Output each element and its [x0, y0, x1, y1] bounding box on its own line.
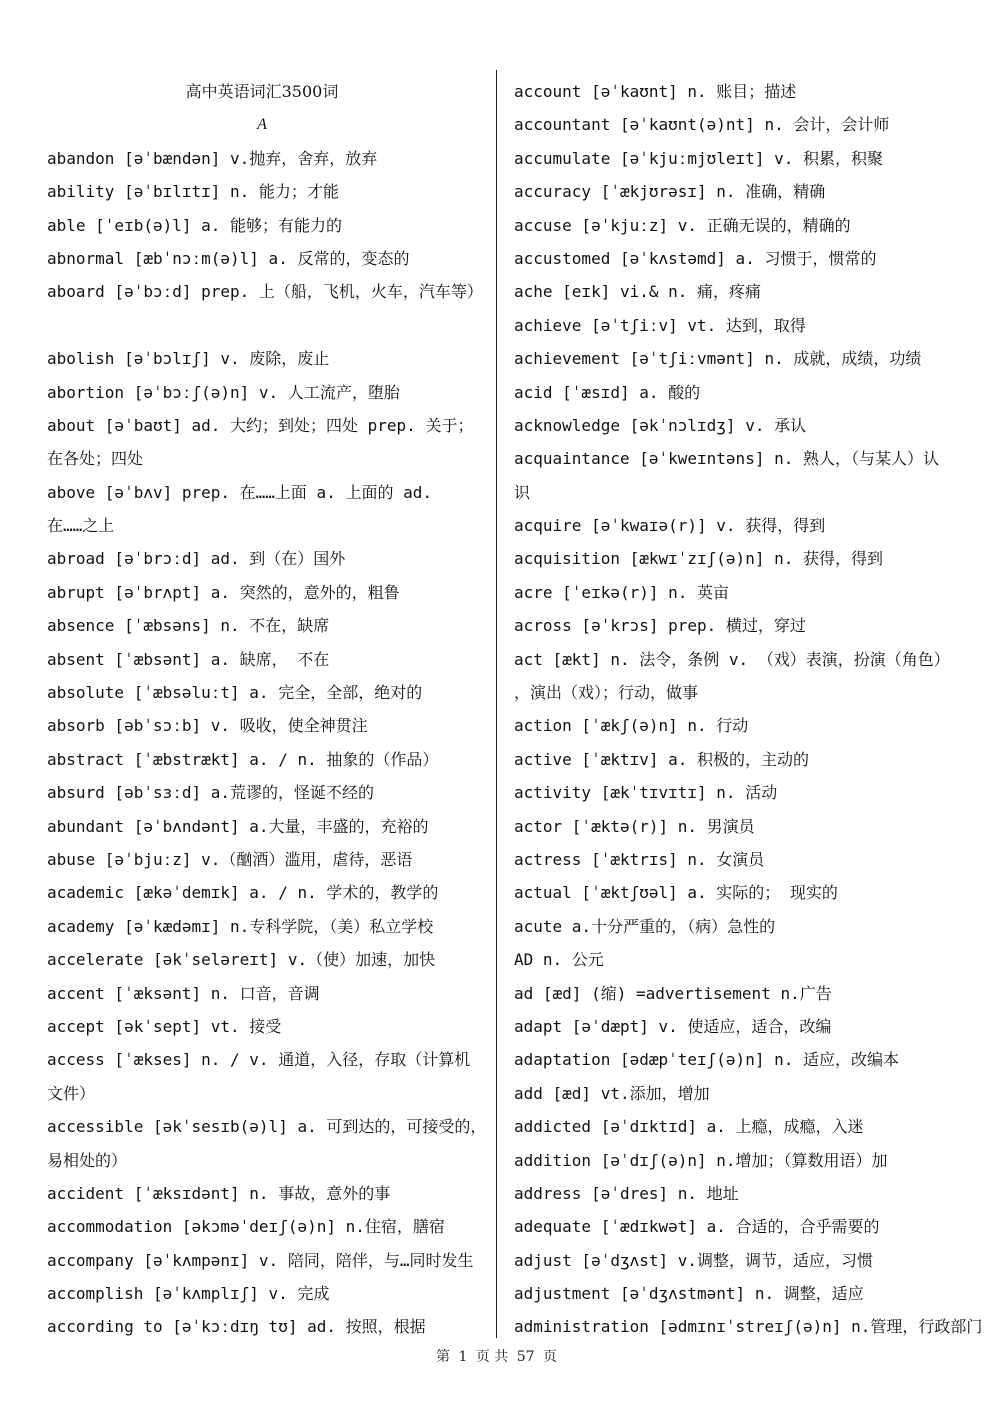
vocab-entry-line: action [ˈækʃ(ə)n] n. 行动	[514, 716, 749, 736]
vocab-entry-line: accelerate [əkˈseləreɪt] v.（使）加速，加快	[47, 950, 436, 970]
vocab-entry-line: adapt [əˈdæpt] v. 使适应，适合，改编	[514, 1016, 832, 1036]
vocab-entry-line: 在各处；四处	[47, 449, 144, 469]
vocab-entry-line: accessible [əkˈsesɪb(ə)l] a. 可到达的，可接受的，	[47, 1117, 487, 1137]
vocab-entry-line: acute a.十分严重的，（病）急性的	[514, 916, 776, 936]
document-title: 高中英语词汇3500词	[185, 82, 339, 101]
vocab-entry-line: academic [ækəˈdemɪk] a. / n. 学术的，教学的	[47, 883, 439, 903]
vocab-entry-line: accuracy [ˈækjʊrəsɪ] n. 准确，精确	[514, 182, 826, 202]
footer-prefix: 第	[435, 1349, 450, 1365]
vocab-entry-line: activity [ækˈtɪvɪtɪ] n. 活动	[514, 783, 778, 803]
vocab-entry-line: achievement [əˈtʃiːvmənt] n. 成就，成绩，功绩	[514, 349, 922, 369]
vocab-entry-line: absorb [əbˈsɔːb] v. 吸收，使全神贯注	[47, 716, 368, 736]
vocab-entry-line: accountant [əˈkaʊnt(ə)nt] n. 会计，会计师	[514, 115, 890, 135]
vocab-entry-line: accent [ˈæksənt] n. 口音，音调	[47, 983, 320, 1003]
vocab-entry-line: abuse [əˈbjuːz] v.（酗酒）滥用，虐待，恶语	[47, 849, 413, 869]
vocab-entry-line: across [əˈkrɔs] prep. 横过，穿过	[514, 616, 806, 636]
vocab-entry-line: ad [æd] (缩) =advertisement n.广告	[514, 983, 832, 1003]
vocab-entry-line: access [ˈækses] n. / v. 通道，入径，存取（计算机	[47, 1050, 471, 1070]
vocab-entry-line: aboard [əˈbɔːd] prep. 上（船，飞机，火车，汽车等）	[47, 282, 483, 302]
vocab-entry-line: act [ækt] n. 法令，条例 v. （戏）表演，扮演（角色）	[514, 649, 950, 669]
vocab-entry-line: 文件）	[47, 1083, 96, 1103]
vocab-entry-line: accommodation [əkɔməˈdeɪʃ(ə)n] n.住宿，膳宿	[47, 1217, 445, 1237]
vocab-entry-line: absurd [əbˈsɜːd] a.荒谬的，怪诞不经的	[47, 783, 375, 803]
vocab-entry-line: accuse [əˈkjuːz] v. 正确无误的，精确的	[514, 215, 851, 235]
vocab-entry-line: 易相处的）	[47, 1150, 128, 1170]
vocab-entry-line: above [əˈbʌv] prep. 在……上面 a. 上面的 ad.	[47, 482, 432, 502]
vocab-entry-line: abstract [ˈæbstrækt] a. / n. 抽象的（作品）	[47, 749, 439, 769]
vocab-entry-line: abandon [əˈbændən] v.抛弃，舍弃，放弃	[47, 148, 378, 168]
vocab-entry-line: acquaintance [əˈkweɪntəns] n. 熟人，（与某人）认	[514, 449, 939, 469]
vocab-entry-line: adaptation [ədæpˈteɪʃ(ə)n] n. 适应，改编本	[514, 1050, 899, 1070]
vocab-entry-line: according to [əˈkɔːdɪŋ tʊ] ad. 按照，根据	[47, 1317, 426, 1337]
vocab-entry-line: absent [ˈæbsənt] a. 缺席， 不在	[47, 649, 330, 669]
vocab-entry-line: accompany [əˈkʌmpənɪ] v. 陪同，陪伴，与…同时发生	[47, 1250, 474, 1270]
vocab-entry-line: accident [ˈæksɪdənt] n. 事故，意外的事	[47, 1183, 391, 1203]
vocab-entry-line: acquisition [ækwɪˈzɪʃ(ə)n] n. 获得，得到	[514, 549, 883, 569]
vocab-entry-line: acquire [əˈkwaɪə(r)] v. 获得，得到	[514, 516, 826, 536]
vocab-entry-line: abortion [əˈbɔːʃ(ə)n] v. 人工流产，堕胎	[47, 382, 400, 402]
vocab-entry-line: accumulate [əˈkjuːmjʊleɪt] v. 积累，积聚	[514, 148, 883, 168]
vocab-entry-line: ache [eɪk] vi.& n. 痛，疼痛	[514, 282, 762, 302]
vocab-entry-line: administration [ədmɪnɪˈstreɪʃ(ə)n] n.管理，行政部门	[514, 1317, 983, 1337]
column-divider	[496, 70, 497, 1338]
vocab-entry-line: actor [ˈæktə(r)] n. 男演员	[514, 816, 755, 836]
vocab-entry-line: addicted [əˈdɪktɪd] a. 上瘾，成瘾，入迷	[514, 1117, 864, 1137]
left-column	[47, 75, 487, 1344]
vocab-entry-line: abolish [əˈbɔlɪʃ] v. 废除，废止	[47, 349, 330, 369]
vocab-entry-line: absolute [ˈæbsəluːt] a. 完全，全部，绝对的	[47, 683, 423, 703]
right-column	[514, 75, 983, 1344]
vocab-entry-line: acid [ˈæsɪd] a. 酸的	[514, 382, 701, 402]
vocab-entry-line: adjust [əˈdʒʌst] v.调整，调节，适应，习惯	[514, 1250, 874, 1270]
vocab-entry-line: adjustment [əˈdʒʌstmənt] n. 调整，适应	[514, 1284, 864, 1304]
vocab-entry-line: about [əˈbaʊt] ad. 大约；到处；四处 prep. 关于；	[47, 415, 474, 435]
vocab-entry-line: able [ˈeɪb(ə)l] a. 能够；有能力的	[47, 215, 343, 235]
vocab-entry-line: actress [ˈæktrɪs] n. 女演员	[514, 849, 765, 869]
vocab-entry-line: addition [əˈdɪʃ(ə)n] n.增加；（算数用语）加	[514, 1150, 888, 1170]
vocab-entry-line: AD n. 公元	[514, 950, 604, 970]
vocab-entry-line: ability [əˈbɪlɪtɪ] n. 能力；才能	[47, 182, 339, 202]
vocab-entry-line: abrupt [əˈbrʌpt] a. 突然的，意外的，粗鲁	[47, 582, 400, 602]
footer-mid: 页 共	[475, 1349, 509, 1365]
vocab-entry-line: acre [ˈeɪkə(r)] n. 英亩	[514, 582, 730, 602]
vocab-entry-line: accomplish [əˈkʌmplɪʃ] v. 完成	[47, 1284, 330, 1304]
vocab-entry-line: acknowledge [əkˈnɔlɪdʒ] v. 承认	[514, 415, 807, 435]
vocab-entry-line: add [æd] vt.添加，增加	[514, 1083, 710, 1103]
vocab-entry-line: abnormal [æbˈnɔːm(ə)l] a. 反常的，变态的	[47, 248, 410, 268]
footer-total-pages: 57	[516, 1349, 535, 1365]
vocab-entry-line: abroad [əˈbrɔːd] ad. 到（在）国外	[47, 549, 346, 569]
vocab-entry-line: academy [əˈkædəmɪ] n.专科学院，（美）私立学校	[47, 916, 434, 936]
vocab-entry-line: adequate [ˈædɪkwət] a. 合适的，合乎需要的	[514, 1217, 880, 1237]
vocab-entry-line: abundant [əˈbʌndənt] a.大量，丰盛的，充裕的	[47, 816, 429, 836]
vocab-entry-line: accustomed [əˈkʌstəmd] a. 习惯于，惯常的	[514, 248, 877, 268]
right-entries	[514, 75, 983, 1344]
vocab-entry-line: actual [ˈæktʃʊəl] a. 实际的； 现实的	[514, 883, 838, 903]
vocab-entry-line	[47, 309, 477, 342]
footer-suffix: 页	[543, 1349, 557, 1365]
vocab-entry-line: accept [əkˈsept] vt. 接受	[47, 1016, 282, 1036]
vocab-entry-line: absence [ˈæbsəns] n. 不在，缺席	[47, 616, 330, 636]
vocab-entry-line: achieve [əˈtʃiːv] vt. 达到，取得	[514, 315, 806, 335]
left-entries	[47, 142, 487, 1344]
vocab-entry-line: address [əˈdres] n. 地址	[514, 1183, 739, 1203]
vocab-entry-line: active [ˈæktɪv] a. 积极的，主动的	[514, 749, 810, 769]
vocab-entry-line: account [əˈkaʊnt] n. 账目；描述	[514, 82, 797, 101]
page-footer	[0, 1346, 993, 1366]
section-letter: A	[257, 116, 267, 134]
footer-page-number: 1	[458, 1349, 468, 1365]
vocab-entry-line: ，演出（戏）；行动，做事	[514, 683, 699, 703]
vocab-entry-line: 在……之上	[47, 516, 115, 536]
vocab-entry-line: 识	[514, 482, 531, 502]
